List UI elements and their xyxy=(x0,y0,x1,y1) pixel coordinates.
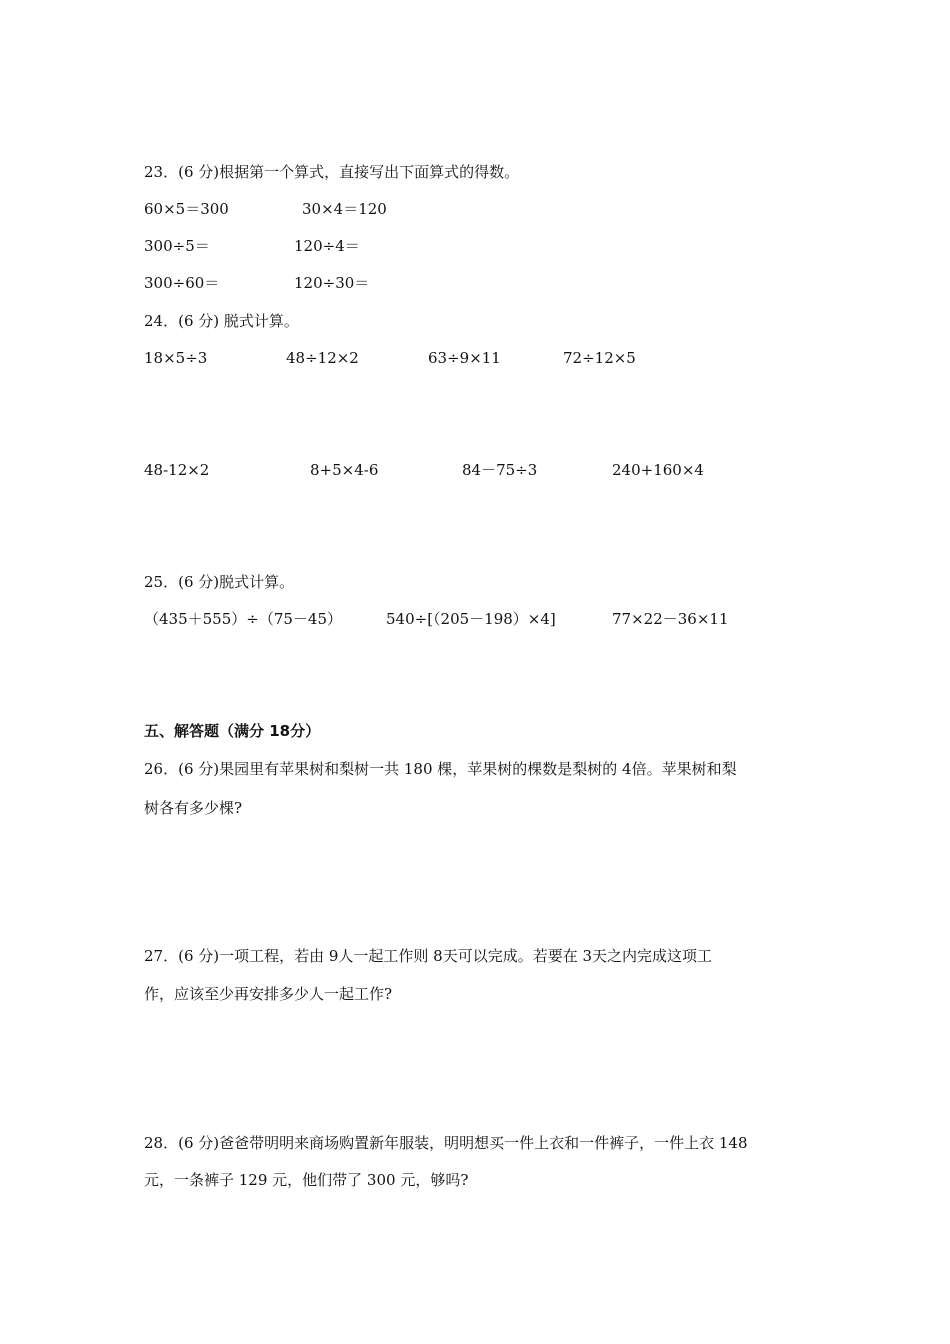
q23-expr-2b: 120÷4＝ xyxy=(294,237,360,255)
q23-expr-3b: 120÷30＝ xyxy=(294,274,370,292)
q27-line-1: 27．(6 分)一项工程，若由 9人一起工作则 8天可以完成。若要在 3天之内完成这项工 xyxy=(144,947,713,965)
q23-expr-2a: 300÷5＝ xyxy=(144,237,210,255)
q28-line-1: 28．(6 分)爸爸带明明来商场购置新年服装，明明想买一件上衣和一件裤子，一件上衣 148 xyxy=(144,1134,748,1152)
q25-expr-1: （435＋555）÷（75－45） xyxy=(144,610,343,628)
q24-expr-1: 18×5÷3 xyxy=(144,349,208,367)
q24-expr-2: 48÷12×2 xyxy=(286,349,359,367)
q24-expr-7: 84－75÷3 xyxy=(462,461,538,479)
q25-title: 25．(6 分)脱式计算。 xyxy=(144,573,295,591)
q24-expr-8: 240+160×4 xyxy=(612,461,704,479)
q24-title: 24．(6 分) 脱式计算。 xyxy=(144,312,299,330)
q24-expr-6: 8+5×4-6 xyxy=(310,461,379,479)
q28-line-2: 元，一条裤子 129 元，他们带了 300 元，够吗? xyxy=(144,1171,469,1189)
q25-expr-3: 77×22－36×11 xyxy=(612,610,729,628)
q24-expr-5: 48-12×2 xyxy=(144,461,210,479)
q26-line-1: 26．(6 分)果园里有苹果树和梨树一共 180 棵，苹果树的棵数是梨树的 4倍。苹果树和梨 xyxy=(144,760,737,778)
q25-expr-2: 540÷[（205－198）×4] xyxy=(386,610,556,628)
q24-expr-3: 63÷9×11 xyxy=(428,349,501,367)
q24-expr-4: 72÷12×5 xyxy=(563,349,636,367)
q23-expr-1b: 30×4＝120 xyxy=(302,200,387,218)
q23-title: 23．(6 分)根据第一个算式，直接写出下面算式的得数。 xyxy=(144,163,520,181)
q23-expr-1a: 60×5＝300 xyxy=(144,200,229,218)
q27-line-2: 作，应该至少再安排多少人一起工作? xyxy=(144,985,393,1003)
q26-line-2: 树各有多少棵? xyxy=(144,799,243,817)
q23-expr-3a: 300÷60＝ xyxy=(144,274,220,292)
section-heading: 五、解答题（满分 18分） xyxy=(144,722,321,740)
